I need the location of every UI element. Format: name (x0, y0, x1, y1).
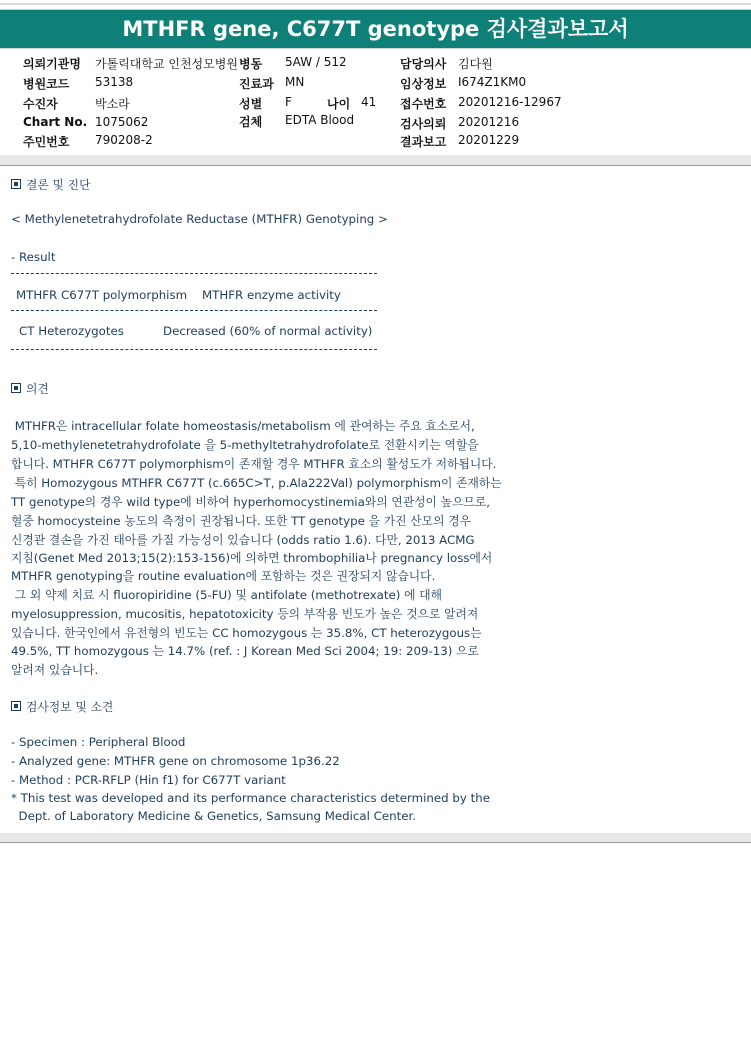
opinion-line: 알려져 있습니다. (11, 663, 99, 677)
opinion-line: 혈중 homocysteine 농도의 측정이 권장됩니다. 또한 TT genotype 을 가진 산모의 경우 (11, 514, 472, 528)
opinion-line: 그 외 약제 치료 시 fluoropiridine (5-FU) 및 antifolate (methotrexate) 에 대해 (11, 588, 443, 602)
conclusion-heading (11, 176, 90, 193)
test-info-line: * This test was developed and its performance characteristics determined by the (11, 791, 490, 805)
dashed-divider (11, 310, 377, 311)
opinion-line: 신경관 결손을 가진 태아를 가질 가능성이 있습니다 (odds ratio 1.6). 다만, 2013 ACMG (11, 533, 475, 547)
report-date-value: 20201229 (458, 133, 520, 147)
ward-value: 5AW / 512 (285, 55, 347, 69)
result-label: - Result (11, 250, 56, 264)
column-header-genotype: MTHFR C677T polymorphism (16, 288, 188, 302)
sex-value: F (285, 95, 292, 109)
specimen-value: EDTA Blood (285, 113, 355, 127)
opinion-line: 특히 Homozygous MTHFR C677T (c.665C>T, p.Ala222Val) polymorphism이 존재하는 (11, 476, 502, 490)
opinion-line: 있습니다. 한국인에서 유전형의 빈도는 CC homozygous 는 35.8%, CT heterozygous는 (11, 626, 482, 640)
sex-label: 성별 (239, 97, 263, 111)
patient-label: 수진자 (23, 97, 58, 111)
clinical-label: 임상정보 (400, 77, 447, 91)
opinion-heading-text: 의견 (26, 382, 49, 396)
conclusion-heading-text: 결론 및 진단 (26, 178, 91, 192)
request-value: 20201216 (458, 115, 520, 129)
dept-value: MN (285, 75, 305, 89)
institution-value: 가톨릭대학교 인천성모병원 (95, 57, 238, 71)
opinion-line: MTHFR genotyping을 routine evaluation에 포함하는 것은 권장되지 않습니다. (11, 569, 436, 583)
opinion-line: 5,10-methylenetetrahydrofolate 을 5-methyltetrahydrofolate로 전환시키는 역할을 (11, 438, 479, 452)
request-label: 검사의뢰 (400, 117, 447, 131)
receipt-label: 접수번호 (400, 97, 447, 111)
chart-value: 1075062 (95, 115, 149, 129)
specimen-label: 검체 (239, 115, 263, 129)
institution-label: 의뢰기관명 (23, 57, 81, 71)
age-value: 41 (361, 95, 377, 109)
opinion-line: MTHFR은 intracellular folate homeostasis/metabolism 에 관여하는 주요 효소로서, (11, 419, 475, 433)
patient-info-block (0, 55, 751, 155)
result-genotype: CT Heterozygotes (19, 324, 124, 338)
ward-label: 병동 (239, 57, 263, 71)
dept-label: 진료과 (239, 77, 274, 91)
resident-label: 주민번호 (23, 135, 70, 149)
test-info-line: - Specimen : Peripheral Blood (11, 735, 186, 749)
receipt-value: 20201216-12967 (458, 95, 562, 109)
result-activity: Decreased (60% of normal activity) (163, 324, 373, 338)
opinion-line: 49.5%, TT homozygous 는 14.7% (ref. : J Korean Med Sci 2004; 19: 209-13) 으로 (11, 644, 479, 658)
opinion-line: myelosuppression, mucositis, hepatotoxicity 등의 부작용 빈도가 높은 것으로 알려져 (11, 607, 479, 621)
resident-value: 790208-2 (95, 133, 153, 147)
opinion-heading (11, 380, 49, 397)
report-title: MTHFR gene, C677T genotype 검사결과보고서 (0, 9, 751, 49)
test-info-line: - Method : PCR-RFLP (Hin f1) for C677T variant (11, 773, 286, 787)
dashed-divider (11, 349, 377, 350)
test-name: < Methylenetetrahydrofolate Reductase (MTHFR) Genotyping > (11, 212, 388, 226)
column-header-activity: MTHFR enzyme activity (202, 288, 341, 302)
opinion-line: 지침(Genet Med 2013;15(2):153-156)에 의하면 thrombophilia나 pregnancy loss에서 (11, 551, 493, 565)
hospital-code-value: 53138 (95, 75, 134, 89)
square-bullet-icon (11, 179, 21, 189)
square-bullet-icon (11, 383, 21, 393)
footer-strip (0, 833, 751, 842)
square-bullet-icon (11, 701, 21, 711)
doctor-label: 담당의사 (400, 57, 447, 71)
doctor-value: 김다원 (458, 57, 493, 71)
test-info-heading-text: 검사정보 및 소견 (26, 700, 114, 714)
opinion-line: TT genotype의 경우 wild type에 비하여 hyperhomocystinemia와의 연관성이 높으므로, (11, 495, 491, 509)
chart-label: Chart No. (23, 115, 88, 129)
header-separator (0, 165, 751, 166)
test-info-line: Dept. of Laboratory Medicine & Genetics, Samsung Medical Center. (11, 809, 417, 823)
top-frame-line (0, 3, 751, 5)
header-bottom-strip (0, 155, 751, 165)
dashed-divider (11, 273, 377, 274)
clinical-value: I674Z1KM0 (458, 75, 527, 89)
footer-separator (0, 842, 751, 843)
test-info-line: - Analyzed gene: MTHFR gene on chromosome 1p36.22 (11, 754, 340, 768)
opinion-line: 합니다. MTHFR C677T polymorphism이 존재할 경우 MTHFR 효소의 활성도가 저하됩니다. (11, 457, 497, 471)
hospital-code-label: 병원코드 (23, 77, 70, 91)
age-label: 나이 (327, 97, 351, 111)
report-date-label: 결과보고 (400, 135, 447, 149)
test-info-heading (11, 698, 113, 715)
patient-value: 박소라 (95, 97, 130, 111)
